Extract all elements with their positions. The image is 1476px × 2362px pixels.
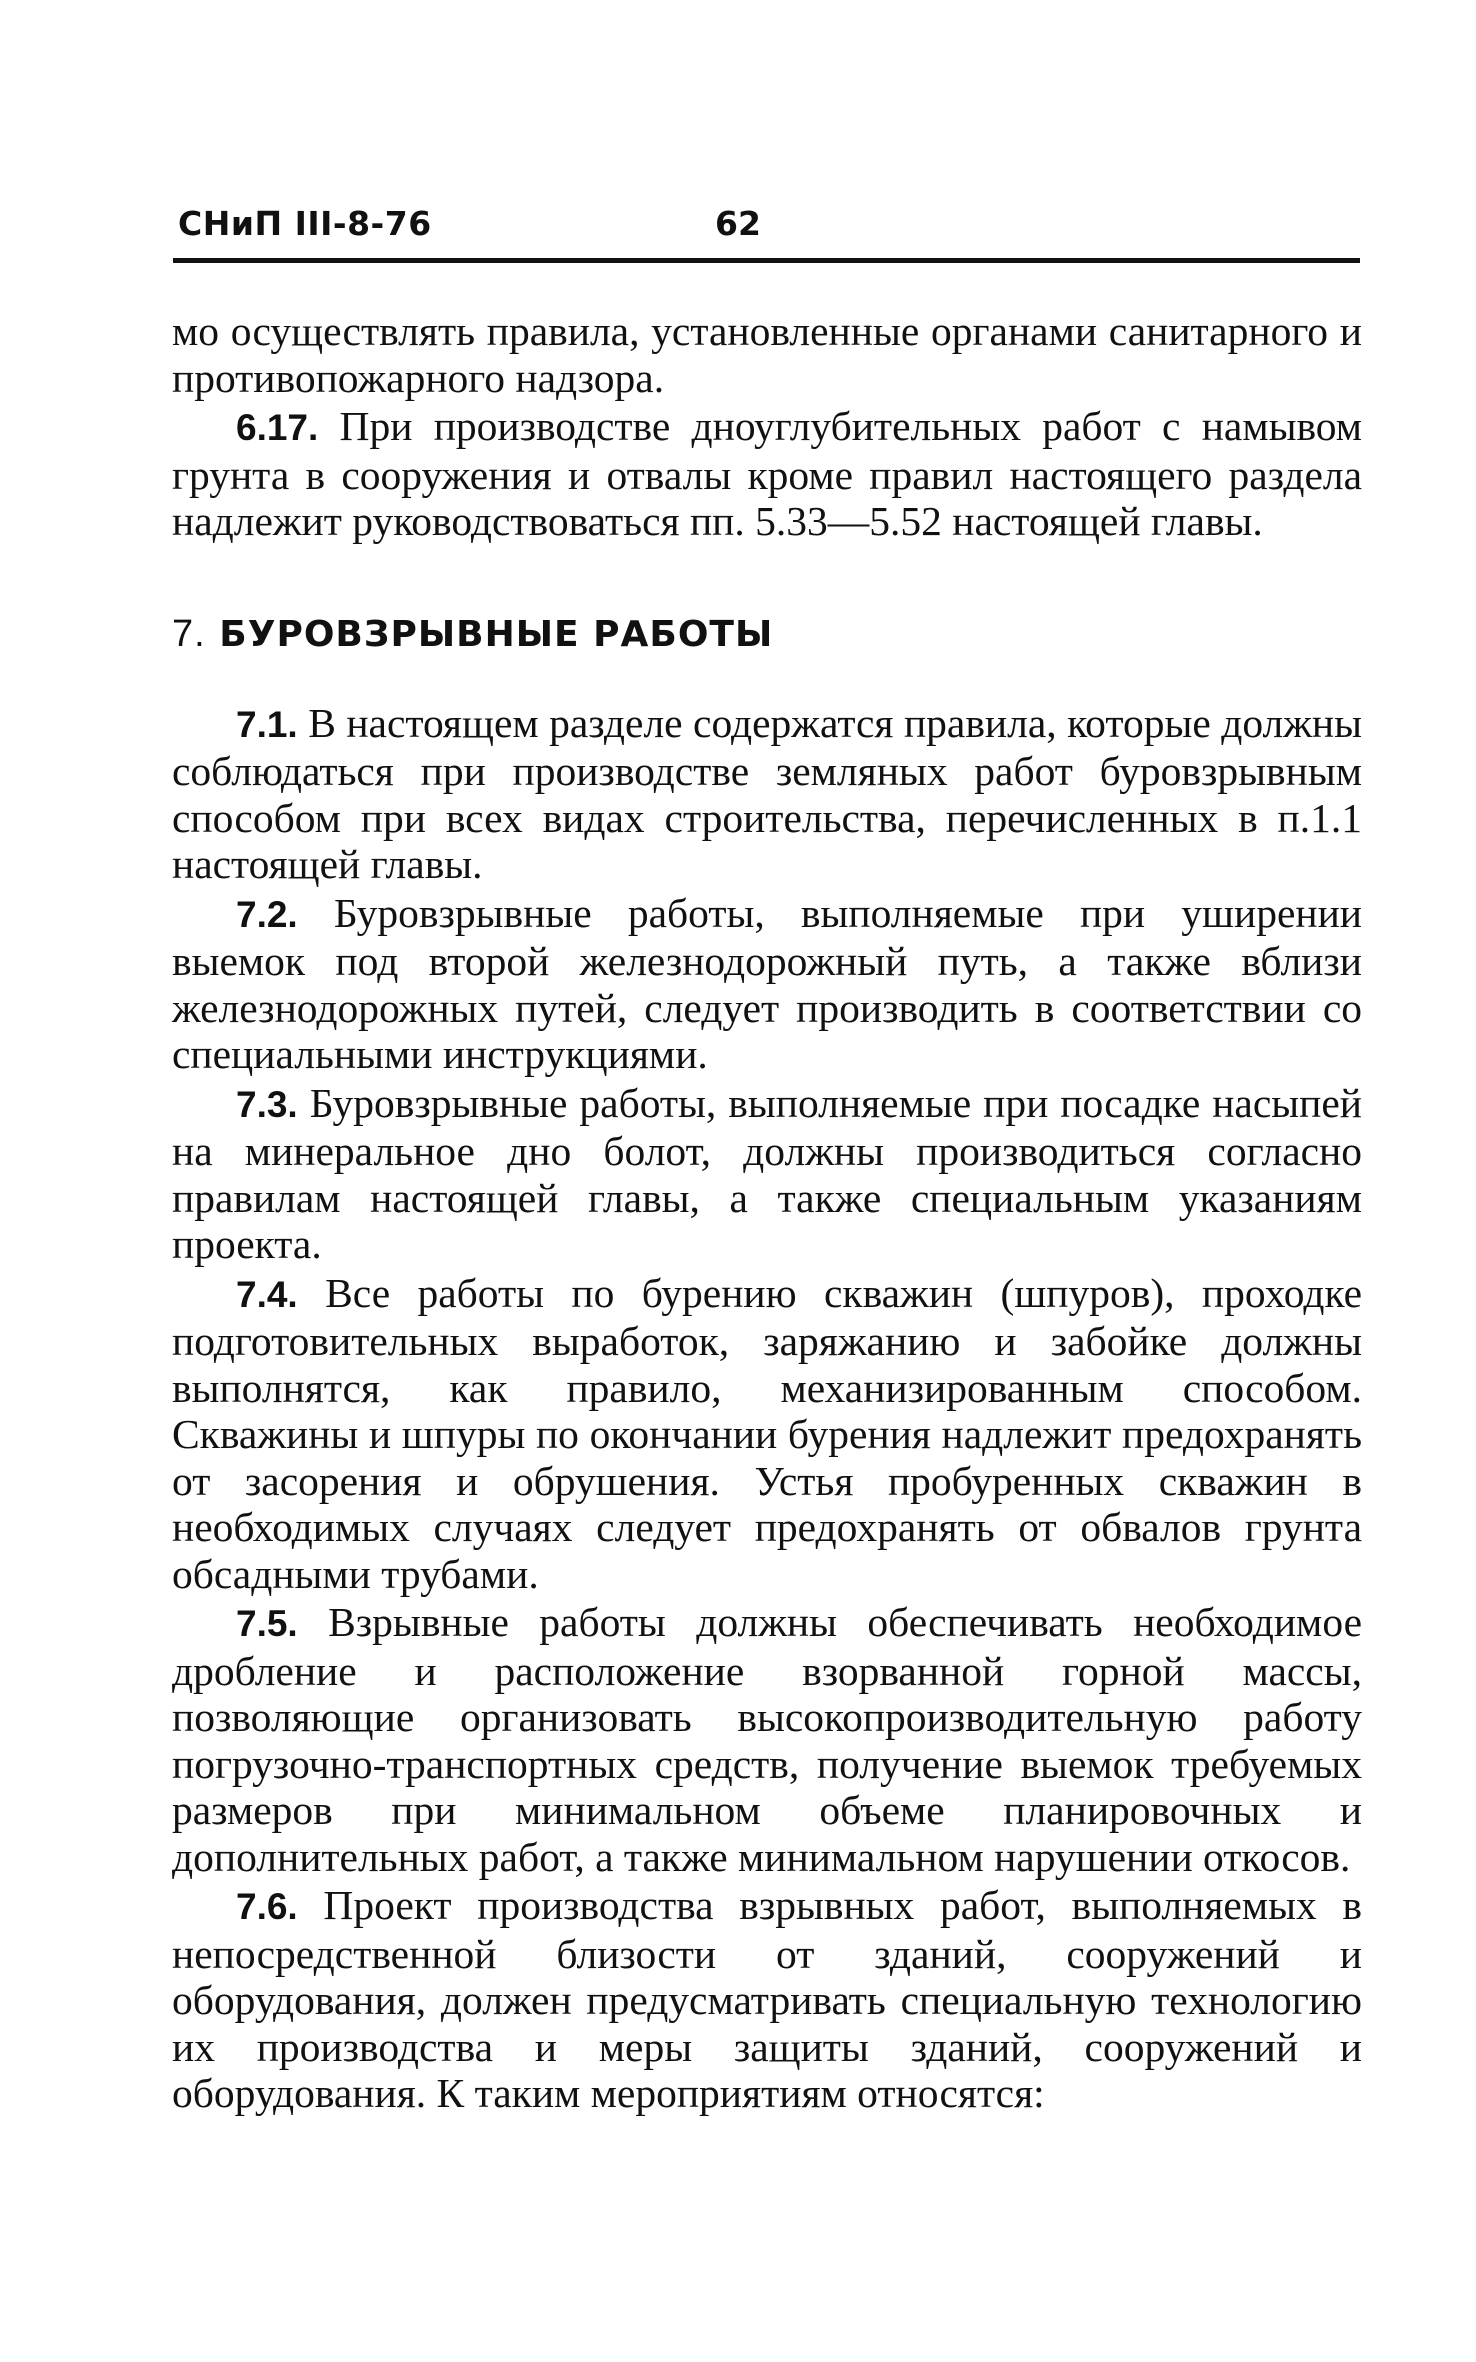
paragraph-number: 7.2. (236, 893, 298, 935)
paragraph-number: 7.6. (236, 1886, 298, 1927)
paragraph-6-17 (172, 403, 1362, 545)
page-body (172, 308, 1362, 2117)
paragraph-7-3 (172, 1080, 1362, 1268)
paragraph-text: Буровзрывные работы, выполняемые при посадке насыпей на минеральное дно болот, должны производиться согласно правилам настоящей главы, а также специальным указаниям проекта. (172, 1079, 1362, 1267)
paragraph-text: При производстве дноуглубительных работ с намывом грунта в сооружения и отвалы кроме правил настоящего раздела надлежит руководствоваться пп. 5.33—5.52 настоящей главы. (172, 403, 1363, 544)
paragraph-number: 7.3. (236, 1083, 298, 1125)
section-title: БУРОВЗРЫВНЫЕ РАБОТЫ (219, 613, 774, 655)
header-rule (173, 258, 1360, 263)
paragraph-number: 7.1. (236, 703, 298, 745)
paragraph-number: 7.5. (236, 1603, 298, 1644)
paragraph-7-2 (172, 890, 1362, 1078)
paragraph-text: мо осуществлять правила, установленные органами санитарного и противопожарного надзора. (172, 308, 1362, 401)
paragraph-7-6 (172, 1882, 1362, 2117)
paragraph-text: Проект производства взрывных работ, выполняемых в непосредственной близости от зданий, сооружений и оборудования, должен предусматривать специальную технологию их производства и меры защиты зданий, сооружений и оборудования. К таким мероприятиям относятся: (172, 1882, 1362, 2116)
section-heading (172, 613, 1362, 656)
page-header (178, 198, 1358, 258)
document-code: СНиП III-8-76 (178, 204, 432, 243)
paragraph-text: В настоящем разделе содержатся правила, которые должны соблюдаться при производстве земляных работ буровзрывным способом при всех видах строительства, перечисленных в п.1.1 настоящей главы. (172, 699, 1362, 887)
paragraph-text: Все работы по бурению скважин (шпуров), проходке подготовительных выработок, заряжанию и забойке должны выполнятся, как правило, механизированным способом. Скважины и шпуры по окончании бурения надлежит предохранять от засорения и обрушения. Устья пробуренных скважин в необходимых случаях следует предохранять от обвалов грунта обсадными трубами. (172, 1269, 1362, 1597)
paragraph-number: 6.17. (236, 407, 319, 448)
paragraph-7-4 (172, 1270, 1362, 1598)
paragraph-7-5 (172, 1599, 1362, 1880)
section-number: 7. (172, 612, 206, 655)
paragraph-text: Буровзрывные работы, выполняемые при уширении выемок под второй железнодорожный путь, а также вблизи железнодорожных путей, следует производить в соответствии со специальными инструкциями. (172, 889, 1362, 1077)
paragraph-continuation (172, 308, 1362, 401)
page-number: 62 (715, 204, 761, 243)
paragraph-text: Взрывные работы должны обеспечивать необходимое дробление и расположение взорванной горной массы, позволяющие организовать высокопроизводительную работу погрузочно-транспортных средств, получение выемок требуемых размеров при минимальном объеме планировочных и дополнительных работ, а также минимальном нарушении откосов. (172, 1599, 1362, 1880)
paragraph-number: 7.4. (236, 1273, 298, 1315)
paragraph-7-1 (172, 700, 1362, 888)
